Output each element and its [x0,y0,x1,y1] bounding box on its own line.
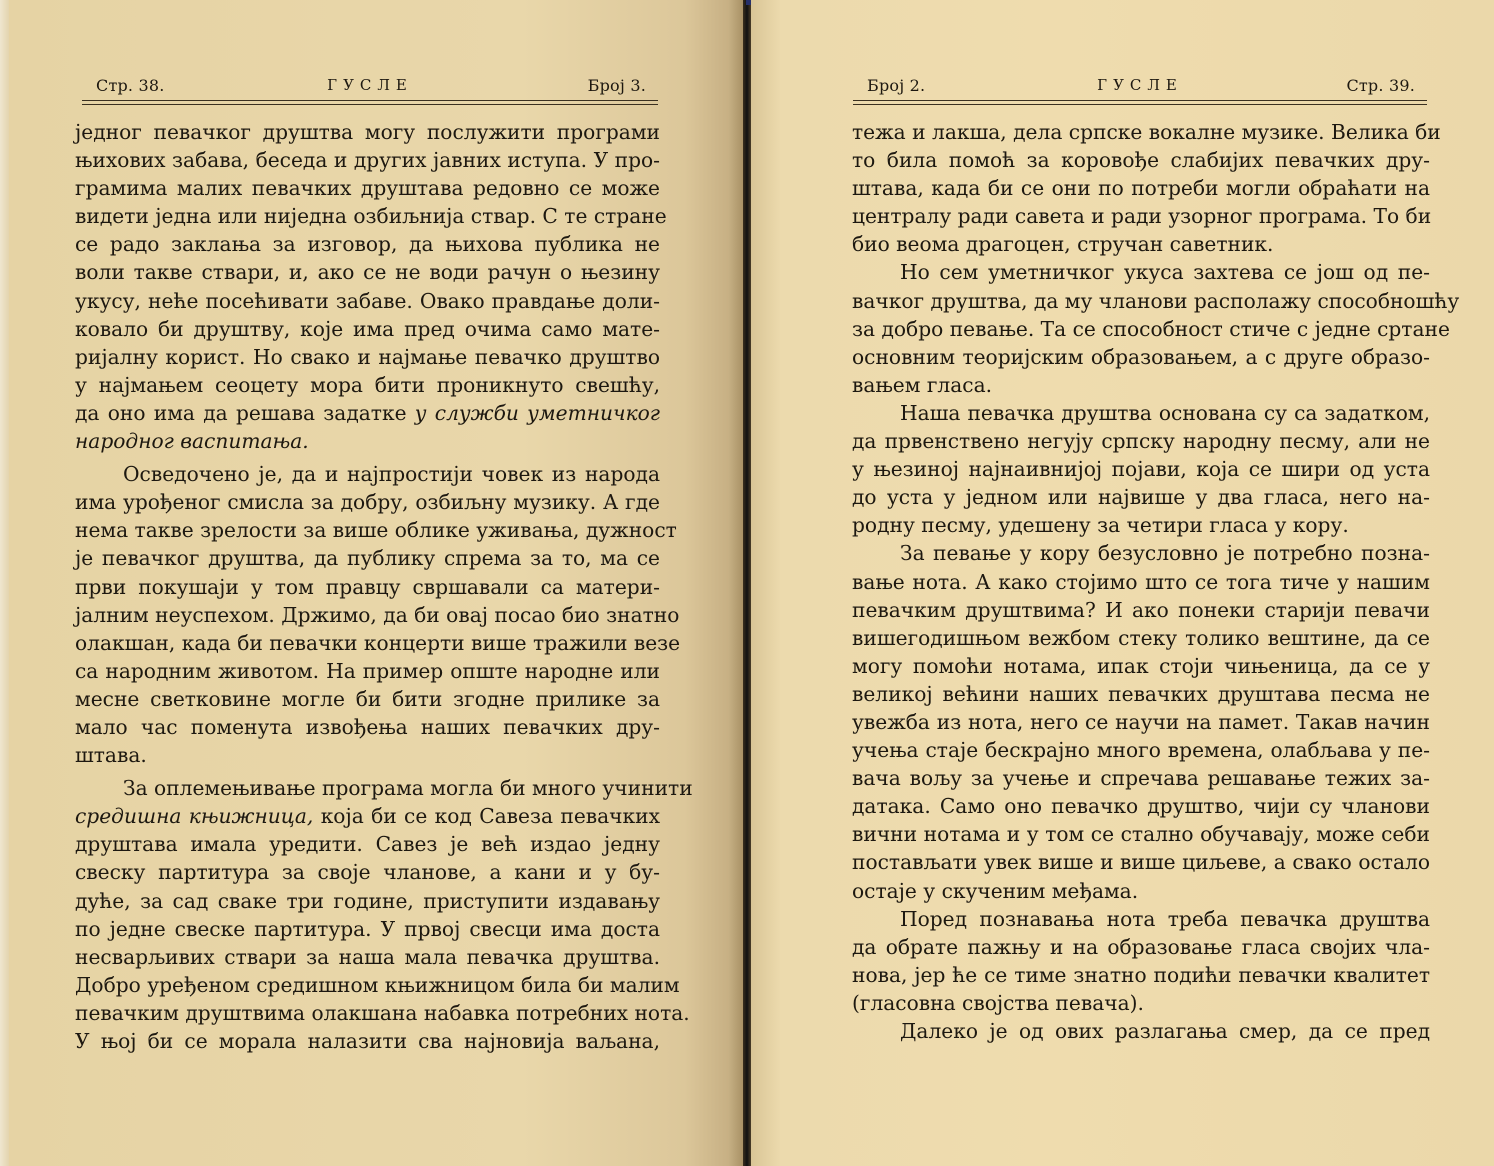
text-line: вање нота. А како стојимо што се тога тиче у нашим [852,569,1430,594]
text-line: вични нотама и у том се стално обучавају, може себи [852,822,1430,847]
text-line: да првенствено негују српску народну песму, али не [852,429,1430,454]
italic-phrase: у служби уметничког [414,400,660,425]
text-line: увежба из нота, него се научи на памет. Такав начин [852,709,1430,734]
paragraph-start: Осведочено је, да и најпростији човек из народа [123,462,660,487]
text-line: њихових забава, беседа и других јавних иступа. У про- [75,148,660,173]
text-line: грамима малих певачких друштава редовно се може [75,176,660,201]
text-line: до уста у једном или највише у два гласа, него на- [852,485,1430,510]
text-line: дуће, за сад сваке три године, приступити издавању [75,888,660,913]
text-line: месне светковине могле би бити згодне прилике за [75,686,660,711]
text-line: основним теоријским образовањем, а с друге образо- [852,344,1430,369]
text-line: се радо заклања за изговор, да њихова публика не [75,232,660,257]
journal-title: ГУСЛЕ [327,76,413,94]
text-line: великој већини наших певачких друштава песма не [852,681,1430,706]
text-line [75,399,660,427]
text-line: родну песму, удешену за четири гласа у кору. [852,513,1349,538]
text-segment: која би се код Савеза певачких [320,804,660,829]
text-line: то била помоћ за коровође слабијих певачких дру- [852,148,1430,173]
text-line: свеску партитура за своје чланове, а кани и у бу- [75,860,660,885]
text-line: био веома драгоцен, стручан саветник. [852,232,1274,257]
right-page-text [852,118,1460,1045]
text-line [75,427,660,455]
text-line [75,802,660,830]
text-segment: да оно има да решава задатке [75,400,407,425]
right-page [751,0,1494,1166]
text-line: нова, јер ће се тиме знатно подићи певачки квалитет [852,962,1430,987]
paragraph-start: За певање у кору безусловно је потребно позна- [900,541,1430,566]
text-line: могу помоћи нотама, ипак стоји чињеница, да се у [852,653,1430,678]
text-line: вачког друштва, да му чланови располажу способношћу [852,288,1460,313]
text-line: постављати увек више и више циљеве, а свако остало [852,850,1430,875]
text-line: певачким друштвима олакшана набавка потребних нота. [75,1000,690,1025]
text-line: друштава имала уредити. Савез је већ издао једну [75,832,660,857]
paragraph-start: Но сем уметничког укуса захтева се још од пе- [900,260,1430,285]
paragraph-start: Далеко је од ових разлагања смер, да се пред [900,1019,1430,1043]
text-line: вањем гласа. [852,372,993,397]
text-line: за добро певање. Та се способност стиче с једне сртане [852,316,1450,341]
paragraph-start: Поред познавања нота треба певачка друштва [900,906,1430,931]
text-line: вишегодишњом вежбом стеку толико вештине, да се [852,625,1430,650]
text-line: У њој би се морала налазити сва најновија ваљана, [75,1029,660,1053]
text-line: датака. Само оно певачко друштво, чији су чланови [852,794,1430,819]
text-line: укусу, неће посећивати забаве. Овако правдање доли- [75,288,660,313]
text-line: Добро уређеном средишном књижницом била би малим [75,972,680,997]
paragraph-start: Наша певачка друштва основана су са задатком, [900,400,1430,425]
issue-number: Број 2. [867,76,926,95]
italic-phrase: средишна књижница, [75,804,314,829]
text-line: нема такве зрелости за више облике уживања, дужност [75,518,677,543]
text-line: први покушаји у том правцу свршавали са матери- [75,574,660,599]
header-double-rule [82,100,658,105]
paragraph-start: За оплемењивање програма могла би много учинити [123,776,693,801]
text-line: има урођеног смисла за добру, озбиљну музику. А где [75,490,660,515]
book-gutter [743,0,751,1166]
text-line: учења стаје бескрајно много времена, олабљава у пе- [852,738,1430,763]
text-line: тежа и лакша, дела српске вокалне музике. Велика би [852,120,1441,144]
text-line: вача вољу за учење и спречава решавање тежих за- [852,766,1430,791]
text-line: да обрате пажњу и на образовање гласа својих чла- [852,934,1430,959]
header-double-rule [853,100,1427,105]
text-line: ковало би друштву, које има пред очима само мате- [75,316,660,341]
italic-phrase: народног васпитања. [75,429,309,454]
text-line: по једне свеске партитура. У првој свесци има доста [75,916,660,941]
text-line: (гласовна својства певача). [852,990,1144,1015]
text-line: певачким друштвима? И ако понеки старији певачи [852,597,1430,622]
left-page [9,0,743,1166]
text-line: штава, када би се они по потреби могли обраћати на [852,176,1430,201]
text-line: у њезиној најнаивнијој појави, која се шири од уста [852,457,1430,482]
text-line: несварљивих ствари за наша мала певачка друштва. [75,944,660,969]
left-page-text [75,118,693,1055]
text-line: јалним неуспехом. Држимо, да би овај посао био знатно [75,602,680,627]
running-header [853,76,1427,102]
text-line: са народним животом. На пример опште народне или [75,658,660,683]
text-line: остаје у скученим међама. [852,878,1139,903]
text-line: ријалну корист. Но свако и најмање певачко друштво [75,344,660,369]
running-header [82,76,658,102]
text-line: штава. [75,743,147,768]
text-line: воли такве ствари, и, ако се не води рачун о њезину [75,260,660,285]
issue-number: Број 3. [587,76,646,95]
text-line: видети једна или ниједна озбиљнија ствар. С те стране [75,204,667,229]
text-line: у најмањем сеоцету мора бити проникнуто свешћу, [75,372,660,397]
text-line: мало час поменута извођења наших певачких дру- [75,714,660,739]
page-edge [0,0,9,1166]
text-line: централу ради савета и ради узорног програма. То би [852,204,1432,229]
page-number: Стр. 39. [1346,76,1415,95]
text-line: једног певачког друштва могу послужити програми [75,120,660,144]
journal-title: ГУСЛЕ [1097,76,1183,94]
page-number: Стр. 38. [96,76,165,95]
text-line: олакшан, када би певачки концерти више тражили везе [75,630,681,655]
text-line: је певачког друштва, да публику спрема за то, ма се [75,546,660,571]
